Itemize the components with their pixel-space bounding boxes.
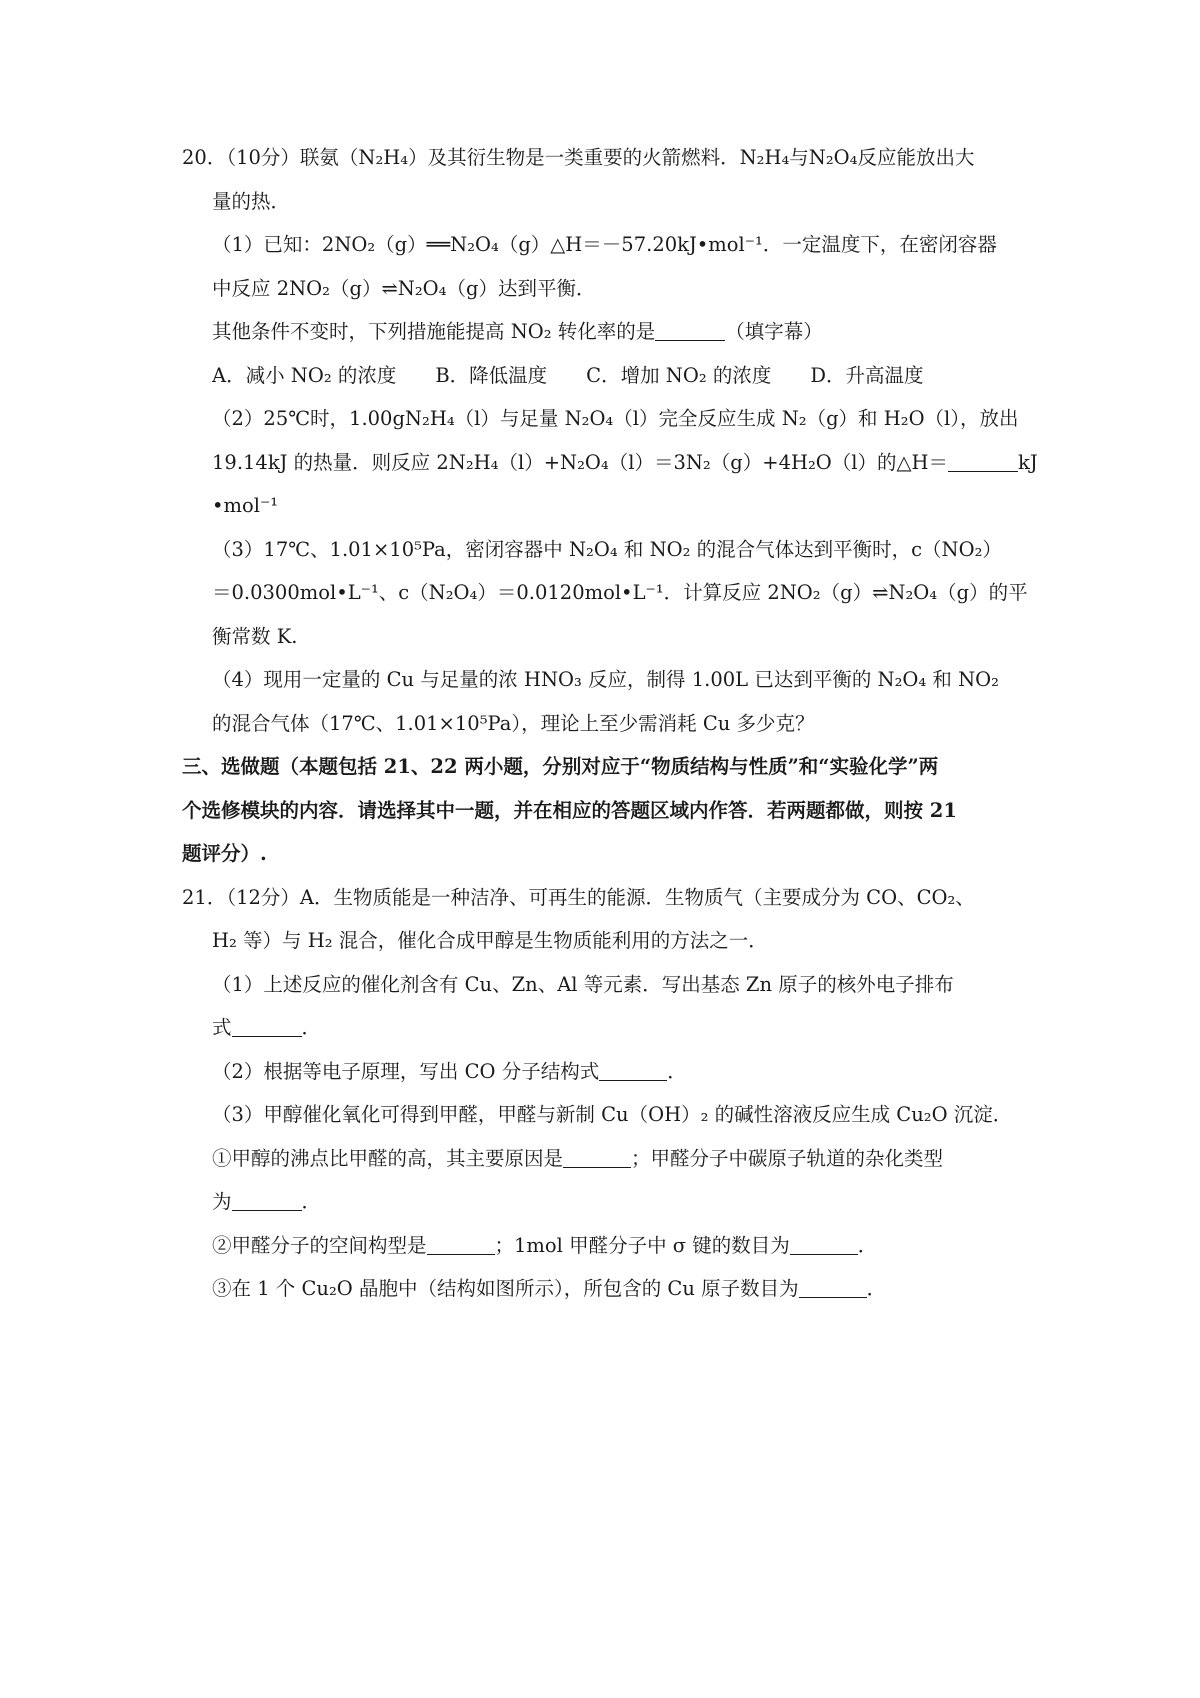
- answer-blank: [599, 1060, 667, 1081]
- section3-line-2: 个选修模块的内容．请选择其中一题，并在相应的答题区域内作答．若两题都做，则按 21: [182, 799, 957, 822]
- answer-blank: [563, 1147, 631, 1168]
- q20-part2-line-1: （2）25℃时，1.00gN₂H₄（l）与足量 N₂O₄（l）完全反应生成 N₂（g）和 H₂O（l），放出: [212, 407, 1019, 430]
- q20-part1-line-2: 中反应 2NO₂（g）⇌N₂O₄（g）达到平衡．: [212, 277, 596, 300]
- q21-part3-line-4: ②甲醛分子的空间构型是 ；1mol 甲醛分子中 σ 键的数目为 ．: [212, 1234, 878, 1257]
- q20-part3-line-2: ＝0.0300mol•L⁻¹、c（N₂O₄）＝0.0120mol•L⁻¹．计算反应 2NO₂（g）⇌N₂O₄（g）的平: [212, 581, 1028, 604]
- q20-part1-line-1: （1）已知：2NO₂（g）══N₂O₄（g）△H＝－57.20kJ•mol⁻¹．一定温度下，在密闭容器: [212, 233, 997, 256]
- answer-blank: [948, 451, 1018, 472]
- q20-part3-line-3: 衡常数 K.: [212, 625, 298, 648]
- q20-part4-line-1: （4）现用一定量的 Cu 与足量的浓 HNO₃ 反应，制得 1.00L 已达到平衡的 N₂O₄ 和 NO₂: [212, 668, 999, 691]
- q21-part3-line-2: ①甲醇的沸点比甲醛的高，其主要原因是 ；甲醛分子中碳原子轨道的杂化类型: [212, 1147, 944, 1170]
- q21-part3-line-1: （3）甲醇催化氧化可得到甲醛，甲醛与新制 Cu（OH）₂ 的碱性溶液反应生成 Cu₂O 沉淀．: [212, 1103, 1013, 1126]
- answer-blank: [232, 1016, 302, 1037]
- answer-blank: [427, 1234, 495, 1255]
- q20-line-2: 量的热．: [212, 190, 291, 213]
- q21-part3-line-5: ③在 1 个 Cu₂O 晶胞中（结构如图所示），所包含的 Cu 原子数目为 ．: [212, 1277, 887, 1300]
- q20-part1-line-3: 其他条件不变时，下列措施能提高 NO₂ 转化率的是 （填字幕）: [212, 320, 823, 343]
- q20-part3-line-1: （3）17℃、1.01×10⁵Pa，密闭容器中 N₂O₄ 和 NO₂ 的混合气体达到平衡时，c（NO₂）: [212, 538, 1002, 561]
- q20-part1-options: A．减小 NO₂ 的浓度 B．降低温度 C．增加 NO₂ 的浓度 D．升高温度: [212, 364, 924, 387]
- answer-blank: [799, 1277, 867, 1298]
- q20-part4-line-2: 的混合气体（17℃、1.01×10⁵Pa），理论上至少需消耗 Cu 多少克？: [212, 712, 815, 735]
- section3-line-3: 题评分）.: [182, 842, 267, 865]
- q21-part2: （2）根据等电子原理，写出 CO 分子结构式 ．: [212, 1060, 687, 1083]
- answer-blank: [790, 1234, 858, 1255]
- q20-part2-line-3: •mol⁻¹: [212, 494, 279, 517]
- q20-part2-line-2: 19.14kJ 的热量．则反应 2N₂H₄（l）+N₂O₄（l）＝3N₂（g）+4H₂O（l）的△H＝ kJ: [212, 451, 1038, 474]
- q21-line-1: 21．（12分）A．生物质能是一种洁净、可再生的能源．生物质气（主要成分为 CO、CO₂、: [182, 886, 975, 909]
- q21-part3-line-3: 为 ．: [212, 1190, 322, 1213]
- answer-blank: [232, 1190, 302, 1211]
- q20-line-1: 20．（10分）联氨（N₂H₄）及其衍生物是一类重要的火箭燃料．N₂H₄与N₂O₄反应能放出大: [182, 146, 975, 169]
- q21-line-2: H₂ 等）与 H₂ 混合，催化合成甲醇是生物质能利用的方法之一．: [212, 929, 768, 952]
- section3-line-1: 三、选做题（本题包括 21、22 两小题，分别对应于“物质结构与性质”和“实验化学”两: [182, 755, 939, 778]
- q21-part1-line-1: （1）上述反应的催化剂含有 Cu、Zn、Al 等元素．写出基态 Zn 原子的核外电子排布: [212, 973, 954, 996]
- answer-blank: [655, 320, 725, 341]
- q21-part1-line-2: 式 ．: [212, 1016, 322, 1039]
